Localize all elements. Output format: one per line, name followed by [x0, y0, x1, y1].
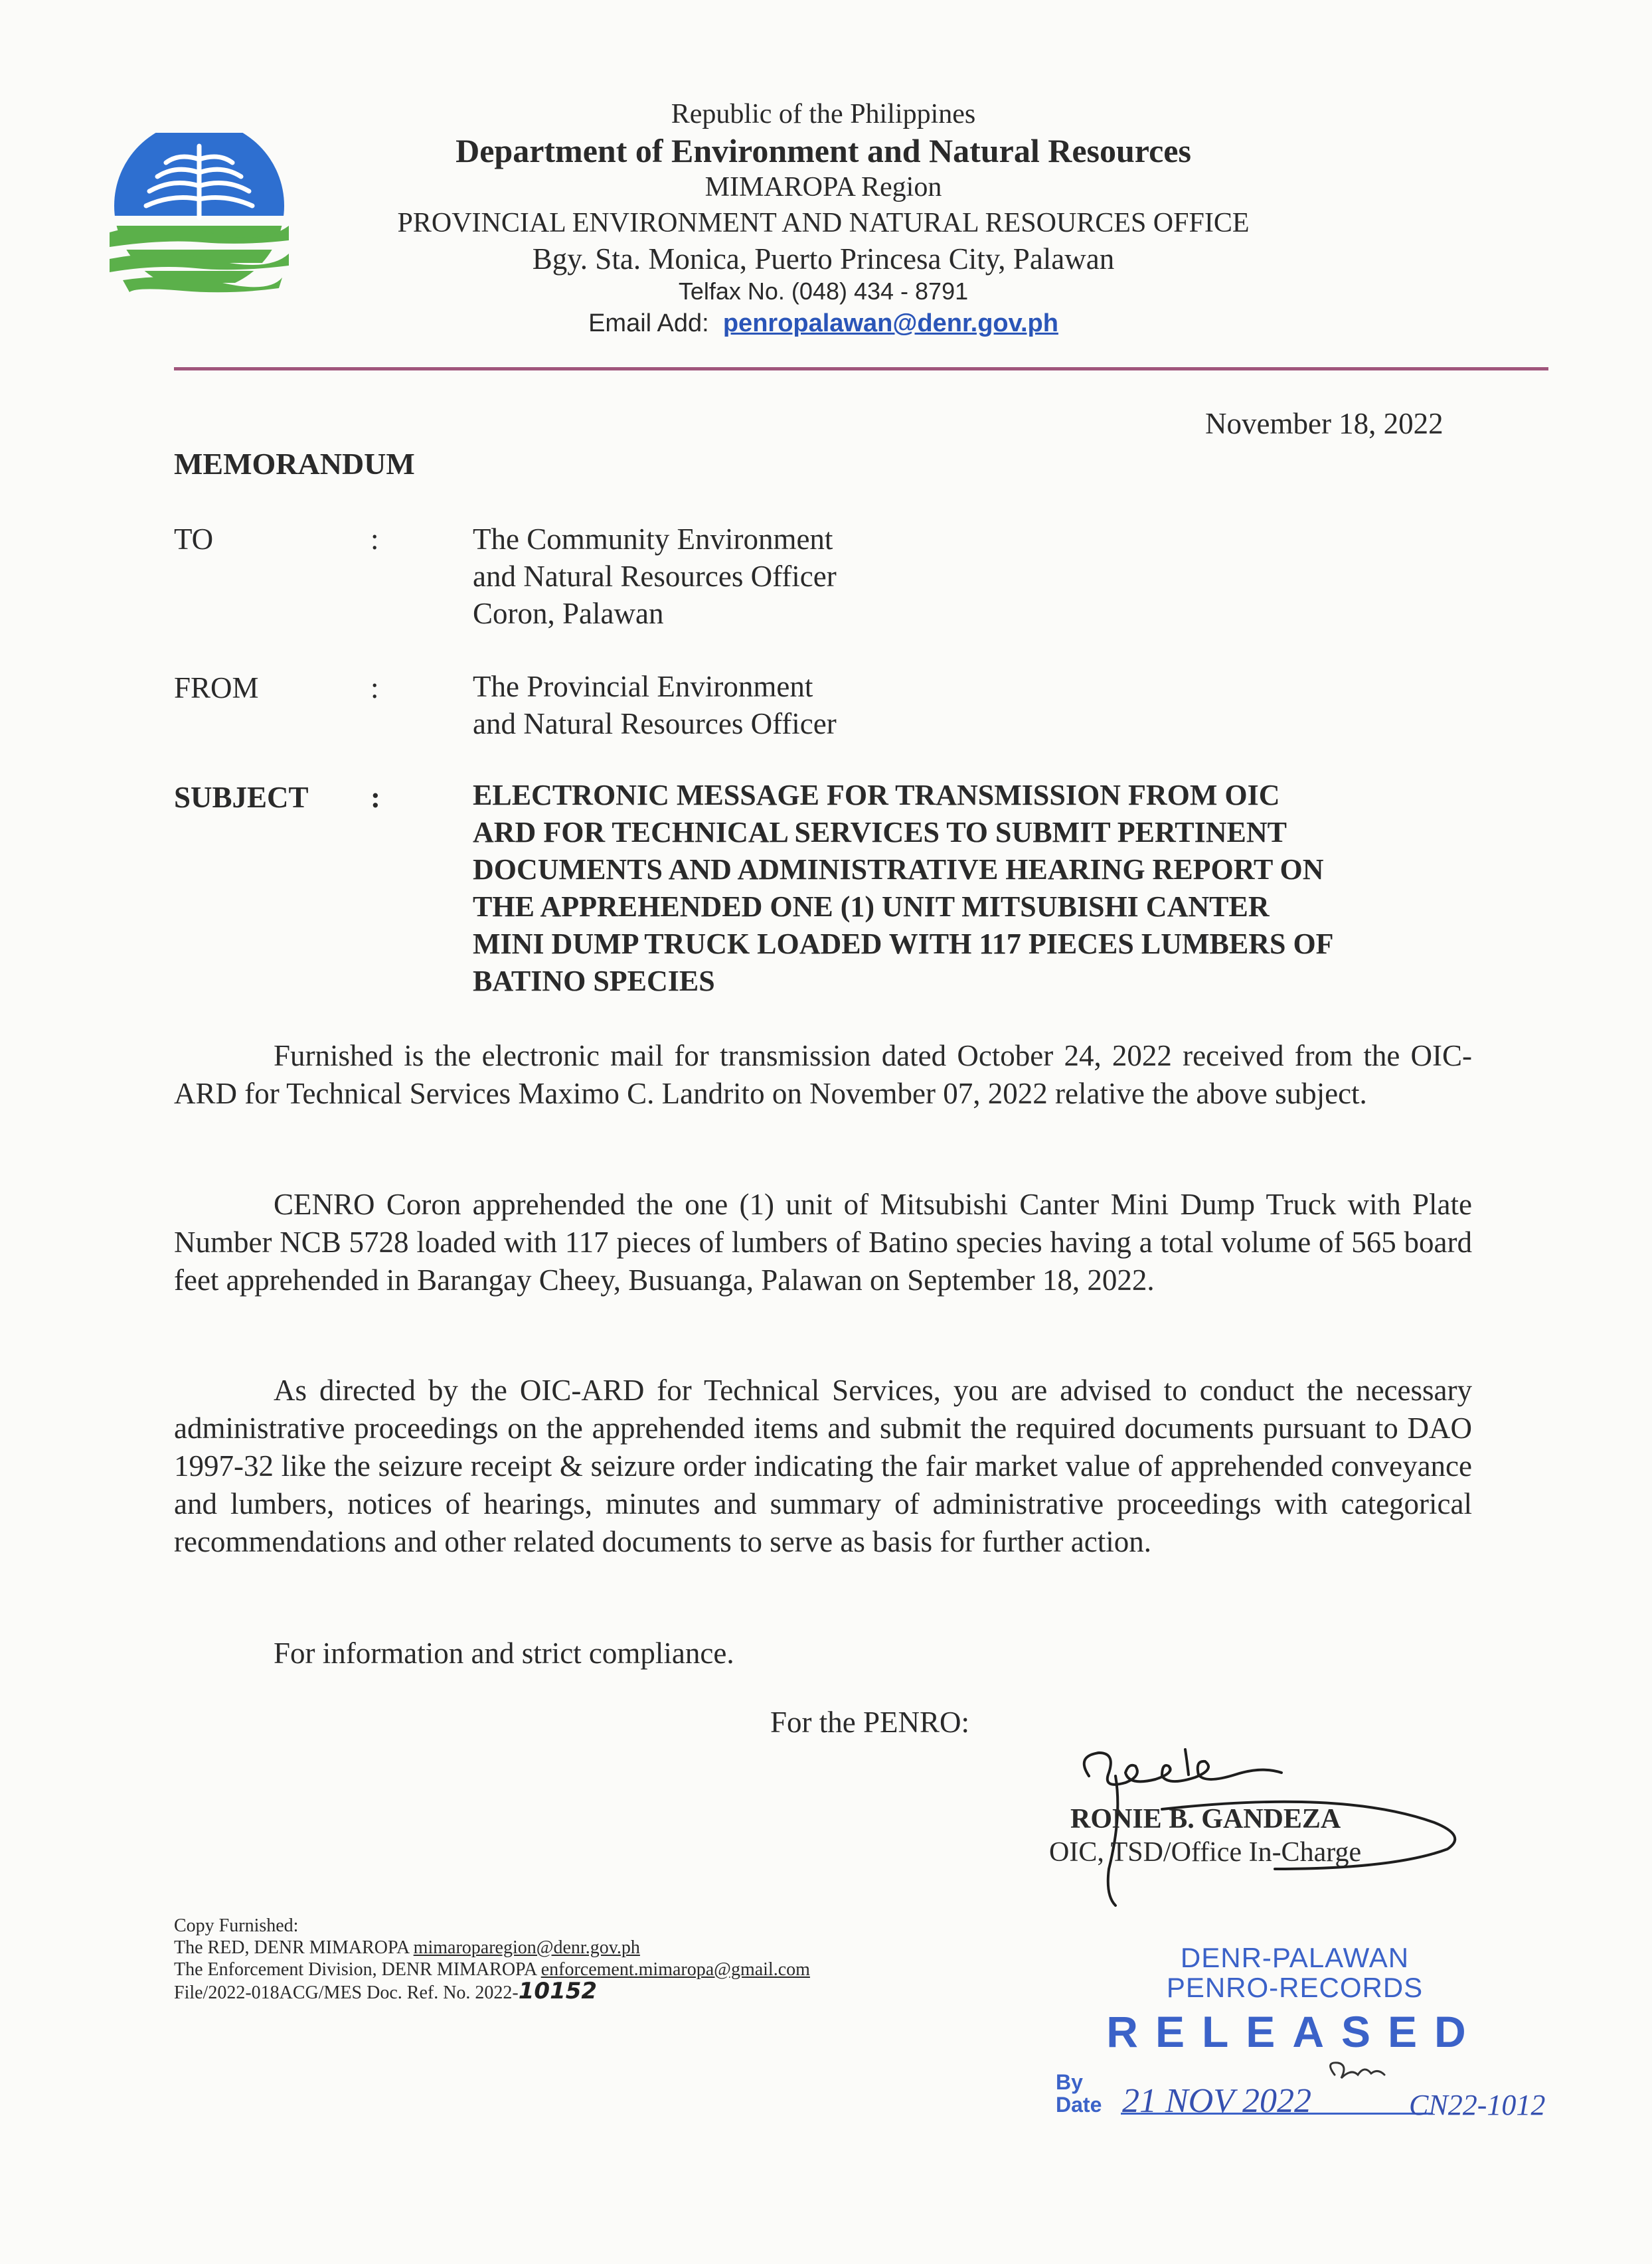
- signer-title: OIC, TSD/Office In-Charge: [1049, 1837, 1362, 1868]
- copy-furnished-label: Copy Furnished:: [174, 1915, 299, 1936]
- header-republic: Republic of the Philippines: [671, 99, 976, 129]
- memo-title: MEMORANDUM: [174, 447, 415, 481]
- subject-colon: :: [371, 781, 380, 814]
- to-label: TO: [174, 523, 214, 556]
- body-paragraph: Furnished is the electronic mail for transmission dated October 24, 2022 received from the OIC-ARD for Technical Services Maximo C. Landrito on November 07, 2022 relative the above subject.: [174, 1039, 1472, 1110]
- body-paragraph: CENRO Coron apprehended the one (1) unit of Mitsubishi Canter Mini Dump Truck with Plate Number NCB 5728 loaded with 117 pieces of lumbers of Batino species having a total volume of 565 board feet apprehended in Barangay Cheey, Busuanga, Palawan on September 18, 2022.: [174, 1188, 1472, 1297]
- copy-furnished-email[interactable]: enforcement.mimaropa@gmail.com: [540, 1959, 810, 1980]
- to-line: Coron, Palawan: [473, 597, 664, 630]
- subject-line: ELECTRONIC MESSAGE FOR TRANSMISSION FROM OIC: [473, 779, 1280, 811]
- file-reference-text: File/2022-018ACG/MES Doc. Ref. No. 2022-: [174, 1982, 519, 2003]
- to-colon: :: [371, 523, 379, 556]
- copy-furnished-item: [174, 1959, 810, 1981]
- closing-paragraph: For information and strict compliance.: [274, 1637, 734, 1670]
- subject-text: [473, 777, 1482, 1000]
- subject-line: DOCUMENTS AND ADMINISTRATIVE HEARING REPORT ON: [473, 853, 1324, 886]
- body-paragraph: As directed by the OIC-ARD for Technical Services, you are advised to conduct the necessary administrative proceedings on the apprehended items and submit the required documents pursuant to DAO 1997-32 like the seizure receipt & seizure order indicating the fair market value of apprehended conveyance and lumbers, notices of hearings, minutes and summary of administrative proceedings with categorical recommendations and other related documents to serve as basis for further action.: [174, 1374, 1472, 1558]
- to-recipient: [473, 521, 837, 632]
- stamp-date-value: 21 NOV 2022: [1122, 2082, 1312, 2120]
- header-office: PROVINCIAL ENVIRONMENT AND NATURAL RESOURCES OFFICE: [397, 208, 1250, 238]
- file-reference: [174, 1978, 598, 2004]
- from-label: FROM: [174, 671, 259, 704]
- header-telfax: Telfax No. (048) 434 - 8791: [678, 278, 969, 305]
- stamp-division: PENRO-RECORDS: [1166, 1972, 1424, 2003]
- handwritten-doc-number: 10152: [518, 1978, 598, 2004]
- copy-furnished-item: [174, 1937, 640, 1959]
- copy-furnished-email[interactable]: mimaroparegion@denr.gov.ph: [413, 1937, 640, 1958]
- header-email-label: Email Add:: [588, 309, 709, 337]
- to-line: The Community Environment: [473, 523, 833, 556]
- header-divider: [174, 367, 1548, 370]
- from-line: The Provincial Environment: [473, 670, 813, 703]
- header-department: Department of Environment and Natural Resources: [455, 132, 1191, 169]
- to-line: and Natural Resources Officer: [473, 560, 837, 593]
- stamp-office: DENR-PALAWAN: [1180, 1942, 1410, 1973]
- stamp-control-number: CN22-1012: [1409, 2089, 1546, 2121]
- stamp-status: RELEASED: [1106, 2007, 1483, 2056]
- denr-logo: [110, 133, 289, 299]
- copy-furnished-text: The RED, DENR MIMAROPA: [174, 1937, 414, 1958]
- subject-label: SUBJECT: [174, 781, 309, 814]
- header-region: MIMAROPA Region: [704, 172, 942, 202]
- memo-date: November 18, 2022: [1205, 407, 1444, 440]
- signer-name: RONIE B. GANDEZA: [1070, 1804, 1341, 1834]
- from-line: and Natural Resources Officer: [473, 707, 837, 740]
- stamp-by-label: By: [1056, 2070, 1083, 2094]
- header-address: Bgy. Sta. Monica, Puerto Princesa City, Palawan: [532, 242, 1115, 276]
- from-colon: :: [371, 671, 379, 704]
- for-penro-line: For the PENRO:: [770, 1706, 970, 1739]
- subject-line: THE APPREHENDED ONE (1) UNIT MITSUBISHI CANTER: [473, 890, 1270, 923]
- subject-line: BATINO SPECIES: [473, 965, 715, 997]
- subject-line: MINI DUMP TRUCK LOADED WITH 117 PIECES LUMBERS OF: [473, 928, 1334, 960]
- handwritten-initials: [1321, 2055, 1394, 2088]
- from-sender: [473, 668, 837, 742]
- header-email-line: [292, 309, 1355, 338]
- subject-line: ARD FOR TECHNICAL SERVICES TO SUBMIT PERTINENT: [473, 816, 1287, 849]
- stamp-date-label: Date: [1056, 2093, 1102, 2117]
- header-email-link[interactable]: penropalawan@denr.gov.ph: [722, 309, 1058, 337]
- copy-furnished-text: The Enforcement Division, DENR MIMAROPA: [174, 1959, 541, 1980]
